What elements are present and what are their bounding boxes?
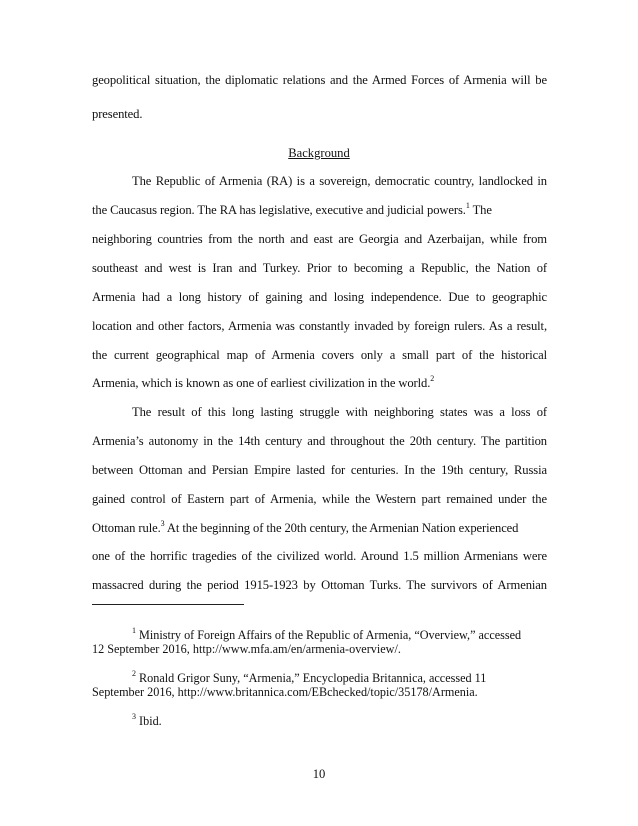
text-line: The Republic of Armenia (RA) is a sovereign, democratic country, landlocked in [132, 174, 547, 188]
text-line: Ottoman rule.$^3$ At the beginning of the 20th century, the Armenian Nation experienced [92, 519, 519, 535]
footnote: $^1$ Ministry of Foreign Affairs of the Republic of Armenia, “Overview,” accessed [132, 626, 522, 642]
section-heading: Background [288, 146, 350, 160]
footnote: $^2$ Ronald Grigor Suny, “Armenia,” Encyclopedia Britannica, accessed 11 [132, 669, 487, 685]
text-line: the Caucasus region. The RA has legislative, executive and judicial powers.$^1$ The [92, 201, 492, 217]
text-line: neighboring countries from the north and east are Georgia and Azerbaijan, while from [92, 232, 547, 246]
text-line: gained control of Eastern part of Armenia, while the Western part remained under the [92, 492, 547, 506]
footnote-separator [92, 604, 244, 605]
text-line: Armenia, which is known as one of earliest civilization in the world.$^2$ [92, 374, 435, 390]
footnote-ref: 1 [465, 201, 470, 210]
footnote-line: September 2016, http://www.britannica.com/EBchecked/topic/35178/Armenia. [92, 685, 478, 699]
text-line: massacred during the period 1915-1923 by Ottoman Turks. The survivors of Armenian [92, 578, 547, 592]
footnote: $^3$ Ibid. [132, 712, 162, 728]
text-line: presented. [92, 107, 143, 121]
text-line: between Ottoman and Persian Empire lasted for centuries. In the 19th century, Russia [92, 463, 547, 477]
footnote-line: 12 September 2016, http://www.mfa.am/en/armenia-overview/. [92, 642, 401, 656]
text-line: the current geographical map of Armenia covers only a small part of the historical [92, 348, 547, 362]
footnote-ref: 3 [160, 519, 165, 528]
text-line: Armenia’s autonomy in the 14th century and throughout the 20th century. The partition [92, 434, 547, 448]
page-number: 10 [312, 767, 326, 781]
text-line: The result of this long lasting struggle with neighboring states was a loss of [132, 405, 547, 419]
text-line: location and other factors, Armenia was constantly invaded by foreign rulers. As a result, [92, 319, 547, 333]
text-line: geopolitical situation, the diplomatic relations and the Armed Forces of Armenia will be [92, 73, 547, 87]
text-line: one of the horrific tragedies of the civilized world. Around 1.5 million Armenians were [92, 549, 547, 563]
text-line: southeast and west is Iran and Turkey. Prior to becoming a Republic, the Nation of [92, 261, 547, 275]
footnote-ref: 2 [430, 374, 435, 383]
text-line: Armenia had a long history of gaining and losing independence. Due to geographic [92, 290, 547, 304]
